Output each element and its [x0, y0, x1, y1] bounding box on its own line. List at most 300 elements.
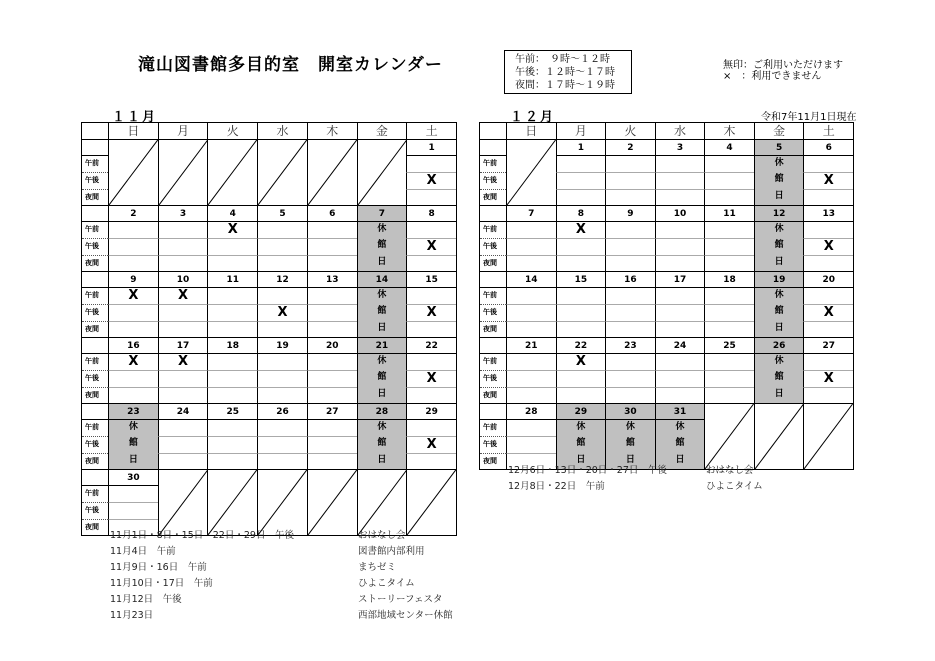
date-cell: 12	[754, 206, 804, 222]
slot-cell[interactable]	[257, 288, 307, 304]
slot-cell[interactable]	[406, 156, 456, 172]
date-cell: 1	[406, 140, 456, 156]
date-cell: 29	[406, 404, 456, 420]
date-cell: 11	[704, 206, 754, 222]
slot-cell[interactable]	[307, 387, 357, 403]
closed-day-cell: 館	[357, 436, 407, 453]
header-corner	[480, 123, 506, 139]
slot-cell[interactable]	[207, 321, 257, 337]
slot-cell[interactable]	[257, 420, 307, 436]
notes-november	[110, 528, 453, 624]
slot-cell[interactable]	[704, 255, 754, 271]
slot-cell[interactable]	[406, 222, 456, 238]
date-row-label	[82, 338, 108, 354]
slot-cell[interactable]: X	[803, 172, 853, 189]
slot-cell[interactable]: X	[406, 436, 456, 453]
slot-cell[interactable]	[108, 255, 158, 271]
slot-cell[interactable]	[655, 172, 705, 189]
date-cell: 6	[307, 206, 357, 222]
slot-cell[interactable]	[158, 321, 208, 337]
slot-cell[interactable]	[506, 304, 556, 321]
slot-cell[interactable]: X	[406, 304, 456, 321]
closed-day-cell: 休	[556, 420, 606, 436]
date-row-label	[82, 140, 108, 156]
slot-cell[interactable]	[207, 288, 257, 304]
slot-cell[interactable]	[506, 238, 556, 255]
slot-cell[interactable]	[704, 288, 754, 304]
slot-cell[interactable]	[307, 288, 357, 304]
slot-cell[interactable]	[307, 453, 357, 469]
slot-cell[interactable]	[704, 172, 754, 189]
note-event: 図書館内部利用	[358, 546, 425, 557]
hours-am: 午前： ９時～１２時	[515, 54, 610, 65]
slot-cell[interactable]	[406, 189, 456, 205]
slot-cell[interactable]	[506, 387, 556, 403]
slot-cell[interactable]	[803, 222, 853, 238]
slot-cell[interactable]	[307, 420, 357, 436]
date-cell: 17	[158, 338, 208, 354]
slot-cell[interactable]	[307, 238, 357, 255]
header-corner	[82, 123, 108, 139]
diagonal-slash-icon	[705, 404, 754, 469]
date-cell: 27	[803, 338, 853, 354]
slot-cell[interactable]	[207, 304, 257, 321]
slot-cell[interactable]	[655, 238, 705, 255]
date-cell: 24	[158, 404, 208, 420]
slot-cell[interactable]	[605, 321, 655, 337]
date-cell: 4	[704, 140, 754, 156]
slot-cell[interactable]	[605, 370, 655, 387]
date-cell: 14	[357, 272, 407, 288]
date-cell: 22	[406, 338, 456, 354]
slot-cell[interactable]	[207, 387, 257, 403]
slot-label: 午前	[85, 159, 99, 167]
date-row-label	[480, 272, 506, 288]
slot-cell[interactable]: X	[158, 354, 208, 370]
slot-cell[interactable]	[655, 288, 705, 304]
slot-cell[interactable]	[556, 255, 606, 271]
slot-cell[interactable]	[257, 453, 307, 469]
diagonal-slash-icon	[159, 140, 208, 205]
slot-cell[interactable]	[307, 354, 357, 370]
slot-cell[interactable]	[406, 255, 456, 271]
slot-cell[interactable]	[803, 189, 853, 205]
slot-cell[interactable]	[605, 189, 655, 205]
slot-cell[interactable]	[556, 304, 606, 321]
slot-label: 午後	[82, 436, 108, 453]
slot-cell[interactable]	[556, 288, 606, 304]
slot-cell[interactable]	[207, 370, 257, 387]
slot-cell[interactable]	[158, 387, 208, 403]
slot-cell[interactable]	[406, 420, 456, 436]
slot-label: 午後	[82, 502, 108, 519]
slot-label: 午前	[483, 291, 497, 299]
slot-cell[interactable]	[307, 304, 357, 321]
slot-cell[interactable]	[307, 436, 357, 453]
date-cell: 26	[754, 338, 804, 354]
slot-cell[interactable]: X	[803, 238, 853, 255]
closed-day-cell: 日	[556, 453, 606, 469]
unused-day-cell	[257, 470, 307, 535]
closed-day-cell: 休	[754, 222, 804, 238]
date-cell: 7	[506, 206, 556, 222]
slot-cell[interactable]	[655, 156, 705, 172]
date-row-label	[480, 140, 506, 156]
slot-cell[interactable]	[207, 436, 257, 453]
slot-cell[interactable]	[704, 321, 754, 337]
date-cell: 29	[556, 404, 606, 420]
slot-cell[interactable]	[158, 453, 208, 469]
note-event: ひよこタイム	[706, 481, 763, 492]
slot-cell[interactable]	[556, 321, 606, 337]
slot-label: 午前	[85, 423, 99, 431]
date-cell: 13	[307, 272, 357, 288]
date-cell: 2	[605, 140, 655, 156]
slot-label: 夜間	[82, 453, 108, 469]
slot-cell[interactable]	[506, 321, 556, 337]
date-cell: 18	[704, 272, 754, 288]
date-cell: 22	[556, 338, 606, 354]
date-cell: 6	[803, 140, 853, 156]
weekday-label: 日	[108, 123, 158, 139]
note-date: 12月6日・13日・20日・27日 午後	[508, 465, 667, 476]
calendar-december	[479, 122, 854, 470]
slot-cell[interactable]	[704, 304, 754, 321]
slot-cell[interactable]	[158, 238, 208, 255]
closed-day-cell: 休	[108, 420, 158, 436]
slot-cell[interactable]	[257, 370, 307, 387]
slot-cell[interactable]	[406, 453, 456, 469]
slot-label: 夜間	[82, 321, 108, 337]
slot-cell[interactable]	[605, 238, 655, 255]
slot-cell[interactable]	[655, 387, 705, 403]
page-title: 滝山図書館多目的室 開室カレンダー	[138, 55, 443, 75]
slot-cell[interactable]: X	[406, 370, 456, 387]
date-cell: 19	[754, 272, 804, 288]
date-cell: 17	[655, 272, 705, 288]
slot-cell[interactable]	[158, 420, 208, 436]
notes-december	[508, 463, 763, 495]
weekday-label: 月	[158, 123, 208, 139]
slot-cell[interactable]	[506, 288, 556, 304]
slot-cell[interactable]	[605, 255, 655, 271]
date-cell: 2	[108, 206, 158, 222]
slot-cell[interactable]	[158, 436, 208, 453]
slot-cell[interactable]	[108, 486, 158, 502]
weekday-label: 金	[357, 123, 407, 139]
slot-cell[interactable]	[257, 321, 307, 337]
slot-cell[interactable]	[207, 453, 257, 469]
date-cell: 28	[506, 404, 556, 420]
date-row-label	[82, 206, 108, 222]
closed-day-cell: 日	[754, 321, 804, 337]
date-cell: 30	[108, 470, 158, 486]
slot-cell[interactable]	[506, 222, 556, 238]
slot-label: 午後	[480, 238, 506, 255]
closed-day-cell: 館	[754, 172, 804, 189]
closed-day-cell: 日	[357, 255, 407, 271]
slot-cell[interactable]	[506, 420, 556, 436]
date-cell: 3	[158, 206, 208, 222]
unused-day-cell	[307, 140, 357, 205]
weekday-header	[82, 123, 456, 140]
closed-day-cell: 館	[556, 436, 606, 453]
slot-cell[interactable]	[556, 238, 606, 255]
note-event: おはなし会	[706, 465, 754, 476]
date-cell: 10	[158, 272, 208, 288]
legend-unavailable: × ：利用できません	[723, 71, 822, 82]
slot-cell[interactable]	[158, 370, 208, 387]
slot-cell[interactable]	[108, 238, 158, 255]
weekday-label: 木	[307, 123, 357, 139]
date-cell: 16	[605, 272, 655, 288]
date-row-label	[480, 338, 506, 354]
slot-cell[interactable]	[605, 387, 655, 403]
weekday-label: 土	[406, 123, 456, 139]
slot-cell[interactable]	[207, 354, 257, 370]
diagonal-slash-icon	[358, 470, 407, 535]
slot-cell[interactable]: X	[207, 222, 257, 238]
closed-day-cell: 日	[754, 255, 804, 271]
slot-cell[interactable]	[158, 304, 208, 321]
date-cell: 23	[605, 338, 655, 354]
slot-cell[interactable]	[307, 321, 357, 337]
note-row	[110, 608, 453, 624]
weekday-header	[480, 123, 853, 140]
slot-cell[interactable]	[406, 387, 456, 403]
slot-cell[interactable]	[307, 222, 357, 238]
slot-cell[interactable]: X	[803, 370, 853, 387]
slot-cell[interactable]: X	[406, 238, 456, 255]
unused-day-cell	[158, 140, 208, 205]
slot-cell[interactable]: X	[556, 354, 606, 370]
date-cell: 14	[506, 272, 556, 288]
slot-cell[interactable]	[257, 354, 307, 370]
slot-cell[interactable]: X	[158, 288, 208, 304]
date-row-label	[82, 404, 108, 420]
slot-cell[interactable]: X	[406, 172, 456, 189]
unused-day-cell	[257, 140, 307, 205]
slot-cell[interactable]	[605, 156, 655, 172]
slot-cell[interactable]	[108, 502, 158, 519]
slot-cell[interactable]: X	[803, 304, 853, 321]
weekday-label: 水	[257, 123, 307, 139]
slot-cell[interactable]	[704, 370, 754, 387]
slot-cell[interactable]	[605, 172, 655, 189]
slot-cell[interactable]	[257, 238, 307, 255]
date-cell: 24	[655, 338, 705, 354]
note-row	[110, 544, 453, 560]
slot-cell[interactable]: X	[556, 222, 606, 238]
week-block	[82, 469, 456, 535]
slot-cell[interactable]	[605, 288, 655, 304]
date-cell: 9	[605, 206, 655, 222]
slot-cell[interactable]	[506, 354, 556, 370]
legend-available: 無印：ご利用いただけます	[723, 60, 843, 71]
slot-cell[interactable]	[655, 321, 705, 337]
slot-cell[interactable]	[108, 387, 158, 403]
slot-cell[interactable]	[803, 288, 853, 304]
closed-day-cell: 館	[108, 436, 158, 453]
slot-cell[interactable]	[655, 370, 705, 387]
slot-cell[interactable]	[506, 370, 556, 387]
date-cell: 31	[655, 404, 705, 420]
date-cell: 5	[754, 140, 804, 156]
date-cell: 8	[406, 206, 456, 222]
diagonal-slash-icon	[208, 140, 257, 205]
slot-cell[interactable]	[803, 321, 853, 337]
slot-cell[interactable]	[506, 436, 556, 453]
closed-day-cell: 館	[754, 304, 804, 321]
slot-cell[interactable]	[605, 222, 655, 238]
date-cell: 20	[307, 338, 357, 354]
slot-cell[interactable]	[704, 222, 754, 238]
slot-cell[interactable]	[108, 304, 158, 321]
slot-cell[interactable]	[108, 222, 158, 238]
slot-cell[interactable]	[605, 304, 655, 321]
slot-cell[interactable]	[257, 255, 307, 271]
note-date: 12月8日・22日 午前	[508, 481, 605, 492]
slot-cell[interactable]	[803, 255, 853, 271]
slot-cell[interactable]	[406, 321, 456, 337]
date-cell: 16	[108, 338, 158, 354]
slot-cell[interactable]	[257, 387, 307, 403]
unused-day-cell	[207, 470, 257, 535]
slot-cell[interactable]	[704, 189, 754, 205]
diagonal-slash-icon	[258, 470, 307, 535]
slot-cell[interactable]	[655, 304, 705, 321]
date-row-label	[480, 404, 506, 420]
week-block	[480, 205, 853, 271]
closed-day-cell: 日	[605, 453, 655, 469]
slot-cell[interactable]	[556, 156, 606, 172]
slot-cell[interactable]: X	[108, 354, 158, 370]
closed-day-cell: 日	[754, 189, 804, 205]
slot-cell[interactable]	[803, 354, 853, 370]
unused-day-cell	[803, 404, 853, 469]
slot-cell[interactable]	[704, 387, 754, 403]
note-event: まちゼミ	[358, 562, 397, 573]
slot-label: 午前	[483, 357, 497, 365]
slot-label: 午後	[480, 436, 506, 453]
slot-cell[interactable]	[108, 370, 158, 387]
note-event: ストーリーフェスタ	[358, 594, 443, 605]
slot-cell[interactable]	[704, 238, 754, 255]
slot-label: 夜間	[82, 189, 108, 205]
slot-cell[interactable]	[704, 354, 754, 370]
slot-label: 夜間	[82, 387, 108, 403]
date-cell: 27	[307, 404, 357, 420]
slot-cell[interactable]	[406, 354, 456, 370]
slot-cell[interactable]	[207, 238, 257, 255]
diagonal-slash-icon	[159, 470, 208, 535]
note-date: 11月10日・17日 午前	[110, 578, 213, 589]
unused-day-cell	[108, 140, 158, 205]
week-block	[82, 205, 456, 271]
diagonal-slash-icon	[358, 140, 407, 205]
week-block	[82, 271, 456, 337]
weeks	[480, 140, 853, 469]
note-event: ひよこタイム	[358, 578, 415, 589]
unused-day-cell	[754, 404, 804, 469]
note-row	[110, 528, 453, 544]
slot-cell[interactable]	[207, 420, 257, 436]
slot-label: 夜間	[480, 387, 506, 403]
slot-cell[interactable]	[158, 255, 208, 271]
weekday-label: 金	[754, 123, 804, 139]
unused-day-cell	[207, 140, 257, 205]
slot-label: 午前	[483, 159, 497, 167]
weekday-label: 木	[704, 123, 754, 139]
slot-cell[interactable]	[605, 354, 655, 370]
slot-cell[interactable]	[108, 321, 158, 337]
weekday-label: 火	[605, 123, 655, 139]
hours-pm: 午後：１２時～１７時	[515, 67, 615, 78]
date-row-label	[82, 470, 108, 486]
slot-cell[interactable]	[655, 222, 705, 238]
slot-cell[interactable]	[307, 255, 357, 271]
slot-cell[interactable]	[556, 370, 606, 387]
slot-cell[interactable]	[158, 222, 208, 238]
slot-cell[interactable]	[307, 370, 357, 387]
slot-cell[interactable]	[506, 255, 556, 271]
slot-cell[interactable]	[257, 222, 307, 238]
date-cell: 15	[406, 272, 456, 288]
unused-day-cell	[357, 470, 407, 535]
slot-cell[interactable]	[803, 156, 853, 172]
diagonal-slash-icon	[804, 404, 853, 469]
unused-day-cell	[406, 470, 456, 535]
date-cell: 21	[506, 338, 556, 354]
slot-label: 午前	[85, 291, 99, 299]
note-row	[110, 560, 453, 576]
note-event: おはなし会	[358, 530, 406, 541]
slot-cell[interactable]	[704, 156, 754, 172]
slot-label: 午前	[483, 423, 497, 431]
date-cell: 4	[207, 206, 257, 222]
date-cell: 26	[257, 404, 307, 420]
unused-day-cell	[158, 470, 208, 535]
slot-cell[interactable]	[406, 288, 456, 304]
week-block	[480, 271, 853, 337]
slot-cell[interactable]	[655, 189, 705, 205]
closed-day-cell: 休	[357, 222, 407, 238]
slot-cell[interactable]	[207, 255, 257, 271]
note-row	[508, 479, 763, 495]
closed-day-cell: 日	[754, 387, 804, 403]
slot-cell[interactable]	[655, 255, 705, 271]
slot-cell[interactable]	[257, 436, 307, 453]
slot-cell[interactable]	[556, 189, 606, 205]
unused-day-cell	[307, 470, 357, 535]
closed-day-cell: 館	[754, 370, 804, 387]
date-cell: 9	[108, 272, 158, 288]
slot-cell[interactable]	[556, 172, 606, 189]
closed-day-cell: 休	[605, 420, 655, 436]
slot-cell[interactable]: X	[108, 288, 158, 304]
month-label-dec: １２月	[510, 110, 556, 125]
slot-cell[interactable]	[556, 387, 606, 403]
note-row	[110, 576, 453, 592]
slot-label: 午前	[85, 225, 99, 233]
slot-cell[interactable]	[803, 387, 853, 403]
weekday-label: 火	[207, 123, 257, 139]
slot-cell[interactable]	[655, 354, 705, 370]
closed-day-cell: 休	[357, 420, 407, 436]
slot-cell[interactable]: X	[257, 304, 307, 321]
slot-label: 午後	[82, 304, 108, 321]
weekday-label: 日	[506, 123, 556, 139]
